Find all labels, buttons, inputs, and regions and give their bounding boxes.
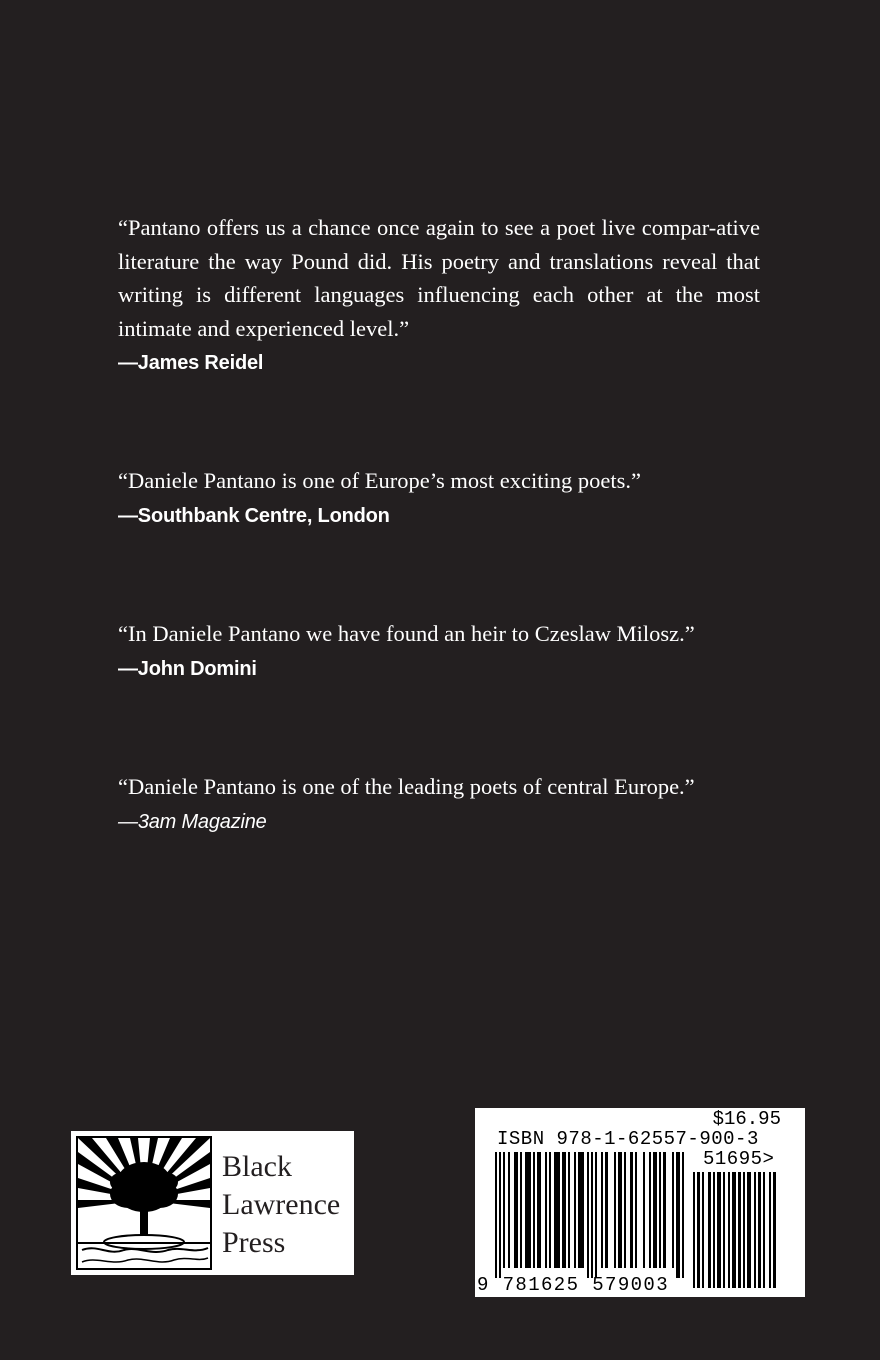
price-addon-label: 51695> — [703, 1148, 775, 1170]
barcode-bar — [713, 1172, 715, 1288]
barcode-bar — [587, 1152, 589, 1278]
publisher-logo — [71, 1131, 354, 1275]
publisher-name-line: Press — [222, 1226, 286, 1259]
barcode-bar — [499, 1152, 501, 1278]
blurb-quote: “In Daniele Pantano we have found an heir to Czeslaw Milosz.” — [118, 621, 695, 646]
publisher-name-line: Lawrence — [222, 1188, 341, 1221]
barcode-bar — [537, 1152, 541, 1268]
barcode-bar — [495, 1152, 497, 1278]
barcode-bar — [635, 1152, 637, 1268]
barcode-bar — [574, 1152, 576, 1268]
blurb-4 — [118, 770, 760, 835]
barcode-bar — [663, 1152, 666, 1268]
blurb-attribution: —Southbank Centre, London — [118, 504, 390, 527]
barcode-bar — [649, 1152, 651, 1268]
barcode-bar — [578, 1152, 584, 1268]
barcode-bar — [717, 1172, 721, 1288]
barcode-bar — [693, 1172, 695, 1288]
barcode-bar — [653, 1152, 657, 1268]
barcode-bar — [676, 1152, 680, 1278]
barcode-bar — [545, 1152, 547, 1268]
barcode-bar — [743, 1172, 745, 1288]
barcode-bar — [723, 1172, 725, 1288]
blurb-attribution — [118, 809, 760, 835]
barcode-bar — [643, 1152, 645, 1268]
barcode-bar — [525, 1152, 531, 1268]
barcode-bar — [682, 1152, 684, 1278]
isbn-label: ISBN 978-1-62557-900-3 — [497, 1128, 759, 1150]
barcode-bar — [549, 1152, 551, 1268]
barcode-bar — [562, 1152, 566, 1268]
barcode-bar — [769, 1172, 771, 1288]
attribution-source: 3am Magazine — [137, 810, 267, 833]
attribution-dash: — — [118, 810, 138, 833]
blurb-attribution: —James Reidel — [118, 352, 264, 374]
barcode-bar — [618, 1152, 622, 1268]
blurb-quote: “Pantano offers us a chance once again to see a poet live compar-ative literature the way Pound did. His poetry and translations reveal that writing is different languages influencing each other at the most intimate and experienced level.” — [118, 215, 760, 341]
publisher-name-line: Black — [222, 1150, 292, 1183]
blurb-quote: “Daniele Pantano is one of the leading poets of central Europe.” — [118, 774, 695, 799]
publisher-name — [222, 1148, 340, 1262]
blurb-3 — [118, 617, 760, 682]
barcode-bar — [503, 1152, 505, 1268]
barcode-bar — [568, 1152, 570, 1268]
barcode-bar — [514, 1152, 518, 1268]
ean-barcode-bars — [495, 1152, 685, 1288]
barcode-bar — [672, 1152, 674, 1268]
blurb-2 — [118, 464, 760, 529]
barcode-bar — [659, 1152, 661, 1268]
addon-barcode-bars — [693, 1172, 783, 1288]
barcode-bar — [520, 1152, 522, 1268]
tree-sunburst-icon — [76, 1136, 212, 1270]
barcode-bar — [728, 1172, 730, 1288]
barcode-bar — [601, 1152, 603, 1268]
barcode-bar — [508, 1152, 510, 1268]
barcode-bar — [732, 1172, 736, 1288]
isbn-barcode — [475, 1108, 805, 1297]
barcode-bar — [763, 1172, 765, 1288]
blurb-attribution: —John Domini — [118, 657, 257, 680]
barcode-bar — [747, 1172, 751, 1288]
barcode-bar — [595, 1152, 597, 1278]
barcode-bar — [591, 1152, 593, 1278]
barcode-digits: 9 781625 579003 — [477, 1274, 670, 1296]
barcode-bar — [708, 1172, 711, 1288]
price-label: $16.95 — [712, 1108, 781, 1130]
barcode-bar — [754, 1172, 756, 1288]
barcode-bar — [697, 1172, 700, 1288]
barcode-bar — [614, 1152, 616, 1268]
barcode-bar — [702, 1172, 704, 1288]
barcode-bar — [624, 1152, 626, 1268]
barcode-bar — [605, 1152, 608, 1268]
blurb-quote: “Daniele Pantano is one of Europe’s most exciting poets.” — [118, 468, 641, 493]
barcode-bar — [554, 1152, 560, 1268]
blurb-1 — [118, 211, 760, 376]
barcode-bar — [630, 1152, 633, 1268]
barcode-bar — [533, 1152, 535, 1268]
barcode-bar — [773, 1172, 776, 1288]
barcode-bar — [758, 1172, 761, 1288]
barcode-bar — [738, 1172, 741, 1288]
